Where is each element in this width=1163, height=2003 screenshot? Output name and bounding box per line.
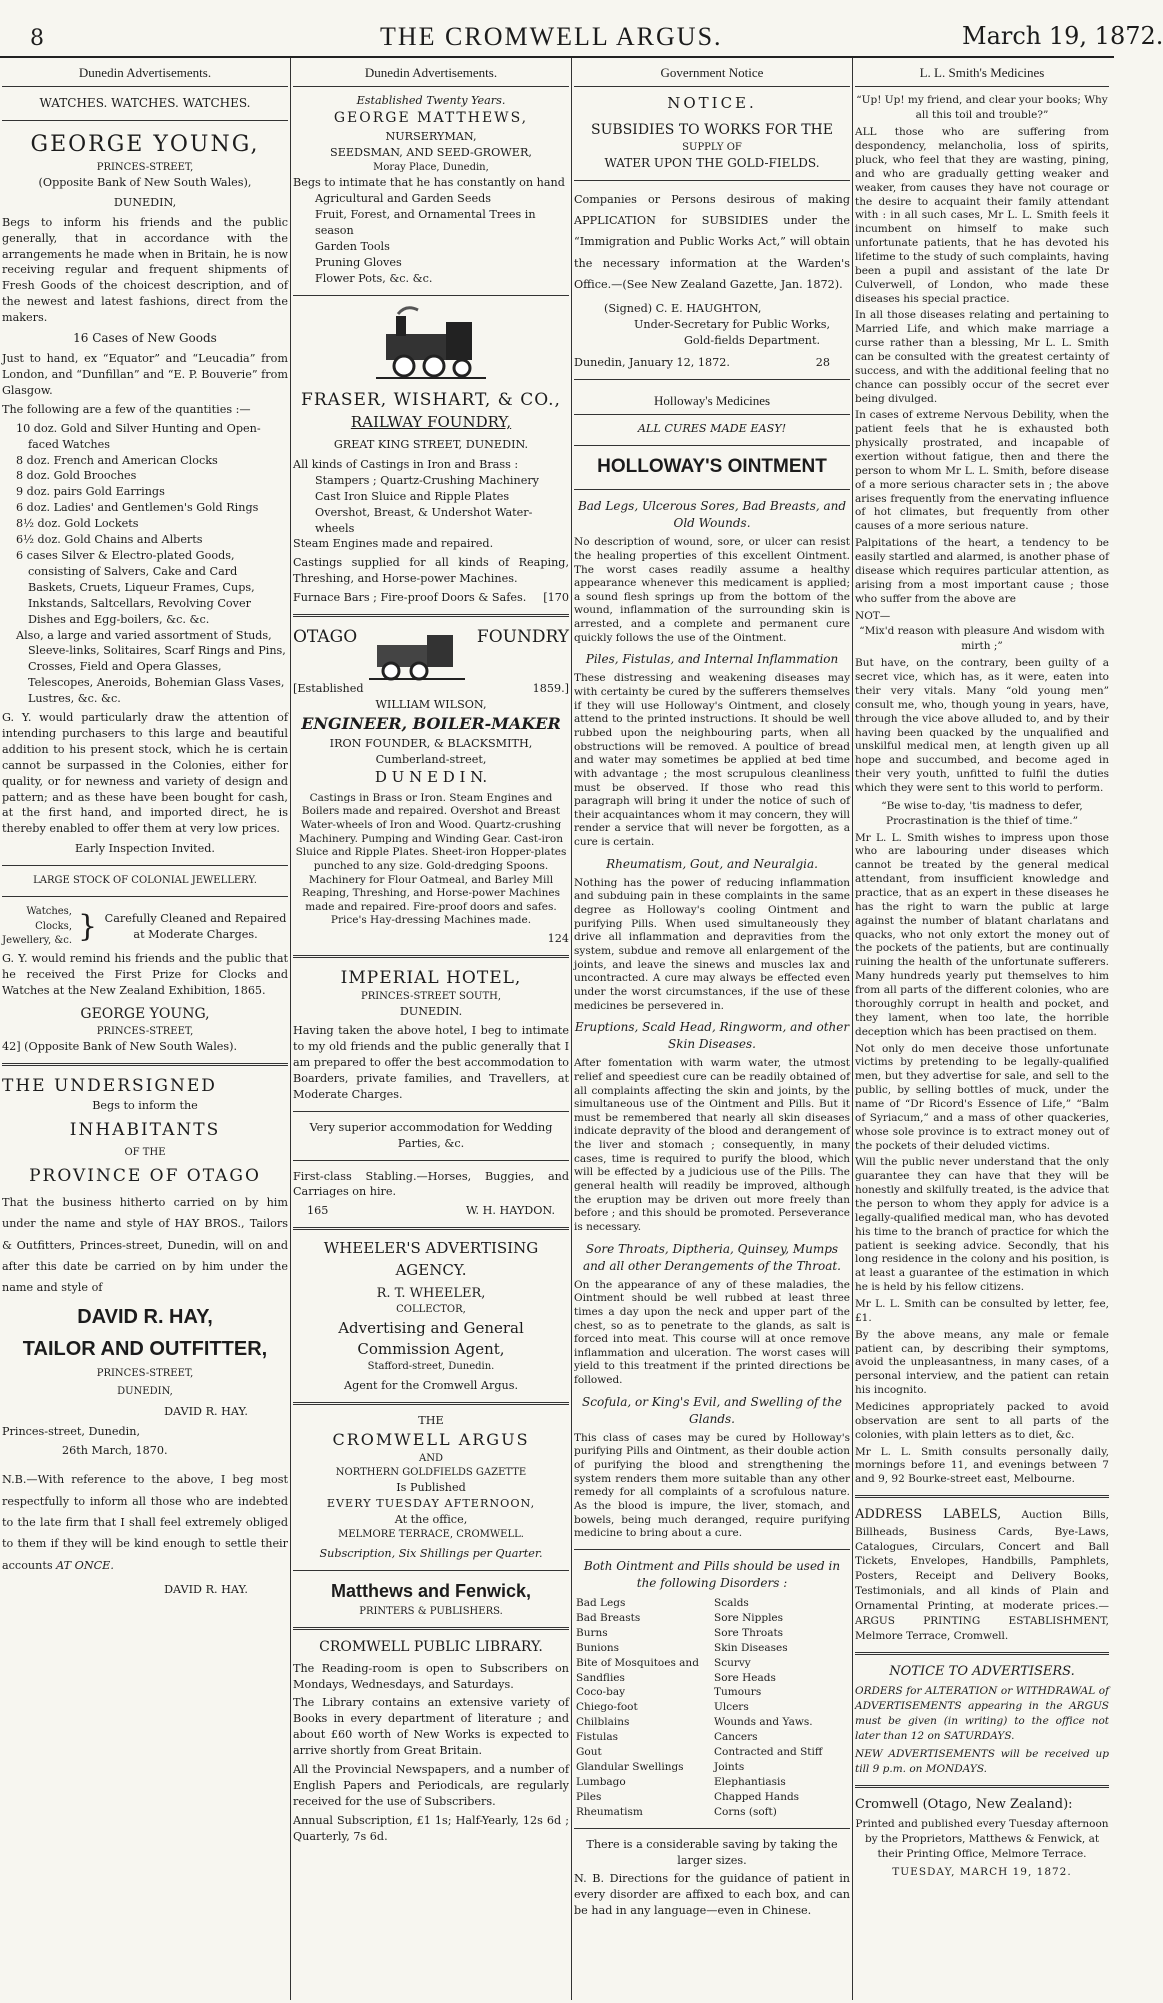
list-item: Lumbago [576, 1775, 626, 1788]
list-item: Contracted and Stiff Joints [714, 1746, 823, 1773]
list-item: Ulcers [714, 1701, 749, 1714]
ad-text: Very superior accommodation for Wedding Parties, &c. [309, 1120, 553, 1150]
trade: SEEDSMAN, AND SEED-GROWER, [330, 146, 532, 160]
ad-text: N. B. Directions for the guidance of patient in every disorder are affixed to each box, and can be had in any language—even in Chinese. [574, 1872, 850, 1918]
ad-text: Steam Engines made and repaired. [293, 537, 494, 551]
business-name: DAVID R. HAY, [77, 1305, 213, 1328]
ad-text: Is Published [396, 1481, 466, 1495]
quote: “Up! Up! my friend, and clear your books; Why all this toil and trouble?” [856, 94, 1108, 122]
ad-text: In all those diseases relating and pertaining to Married Life, and which make marriage a curse rather than a blessing, Mr L. L. Smith can be consulted with the greatest certainty of success, and with the additional feeling that no chance can possibly occur of the secret ever being divulged. [855, 309, 1109, 405]
list-item: Bite of Mosquitoes and Sandflies [576, 1656, 699, 1684]
advertiser-name: IMPERIAL HOTEL, [340, 968, 522, 989]
disorder-list-left [574, 1596, 712, 1820]
section-header: Dunedin Advertisements. [293, 60, 569, 87]
ad-text: Companies or Persons desirous of making APPLICATION for SUBSIDIES under the “Immigration and Public Works Act,” will obtain the necessary information at the Warden's Office.—(See New Zealand Gazette, Jan. 1872). [574, 192, 850, 291]
quote: “Be wise to-day, 'tis madness to defer, Procrastination is the thief of time.” [881, 799, 1083, 827]
ad-text: ORDERS for ALTERATION or WITHDRAWAL of ADVERTISEMENTS appearing in the ARGUS must be given (in writing) to the office not later than 12 on SATURDAYS. [855, 1685, 1109, 1743]
ad-text: But have, on the contrary, been guilty of a secret vice, which has, as it were, eaten into their very vitals. Many “old young men” consult me, who, though young in years, have, through the vice above alluded to, and by their having been quacked by the unqualified and unskilful medical men, at length given up all hope and succumbed, and become aged in their very youth, unfitted to fulfil the duties which they were sent to this world to perform. [855, 657, 1109, 794]
trade: NURSERYMAN, [385, 130, 477, 144]
subheading: 16 Cases of New Goods [73, 331, 217, 346]
list-item: Tumours [714, 1686, 762, 1699]
ad-text: SUPPLY OF [682, 141, 742, 153]
ad-text: NOT— [855, 610, 891, 623]
ad-text: By the above means, any male or female patient can, by describing their symptoms, avoid the unpleasantness, in many cases, of a personal interview, and the patient can retain his incognito. [855, 1328, 1109, 1397]
list-item: Flower Pots, &c. &c. [315, 271, 433, 285]
headline: CROMWELL PUBLIC LIBRARY. [319, 1638, 543, 1655]
advertiser-name: R. T. WHEELER, [376, 1285, 486, 1301]
ad-text: These distressing and weakening diseases may with certainty be cured by the sufferers themselves if they will use Holloway's Ointment, and closely attend to the printed instructions. It should be well rubbed upon the neighbouring parts, when all obstructions will be removed. A poultice of bread and water may sometimes be applied at bed time with advantage ; the most scrupulous cleanliness must be observed. If those who read this paragraph will bring it under the notice of such of their acquaintances whom it may concern, they will render a service that will never be forgotten, as a cure is certain. [574, 672, 850, 849]
address: Stafford-street, Dunedin. [367, 1361, 495, 1373]
street: PRINCES-STREET, [96, 1025, 194, 1037]
list-item: Overshot, Breast, & Undershot Water-wheels [315, 505, 533, 535]
list-item: Elephantiasis [714, 1775, 786, 1788]
section-subhead: Rheumatism, Gout, and Neuralgia. [606, 856, 818, 871]
headline: NOTICE TO ADVERTISERS. [889, 1663, 1075, 1679]
ad-number: 124 [547, 932, 569, 946]
section-header: Holloway's Medicines [574, 388, 850, 415]
section-subhead: Bad Legs, Ulcerous Sores, Bad Breasts, and Old Wounds. [577, 499, 847, 531]
trade: RAILWAY FOUNDRY, [350, 412, 512, 431]
ad-text: Begs to inform the [92, 1098, 198, 1112]
column-1 [2, 60, 288, 1998]
address: Princes-street, Dunedin, [2, 1424, 141, 1438]
ad-text: Having taken the above hotel, I beg to intimate to my old friends and the public generally that I am prepared to offer the best accommodation to Boarders, private families, and Travellers, at Moderate Charges. [293, 1024, 569, 1101]
ad-text: All the Provincial Newspapers, and a number of English Papers and Periodicals, are regularly received for the use of Subscribers. [293, 1763, 569, 1808]
imprint-date: TUESDAY, MARCH 19, 1872. [892, 1865, 1072, 1878]
headline: THE UNDERSIGNED [2, 1075, 217, 1096]
page-number: 8 [30, 26, 44, 51]
list-item: Garden Tools [315, 239, 390, 253]
list-item: Cancers [714, 1731, 758, 1744]
ad-text: Will the public never understand that the only guarantee they can have that they will be honestly and skilfully treated, is the advice that the person to whom they apply for advice is a legally-qualified medical man, who has devoted his time to the branch of practice for which the patient is seeking advice. Secondly, that his long residence in the colony and his position, is at least a guarantee of the estimation in which he is held by his fellow citizens. [855, 1156, 1109, 1294]
list-item: 10 doz. Gold and Silver Hunting and Open-faced Watches [16, 421, 261, 451]
quote: “Mix'd reason with pleasure And wisdom with mirth ;” [859, 625, 1105, 653]
masthead-rule [0, 56, 1114, 58]
ad-text: Castings supplied for all kinds of Reaping, Threshing, and Horse-power Machines. [293, 556, 569, 586]
ad-text: Castings in Brass or Iron. Steam Engines and Boilers made and repaired. Overshot and Breast Water-wheels of Iron and Wood. Quartz-crushing Machinery. Pumping and Winding Gear. Cast-iron Sluice and Ripple Plates. Sheet-iron Hopper-plates punched to any size. Gold-dredging Spoons. Machinery for Flour Oatmeal, and Barley Mill Reaping, Threshing, and Horse-power Machines made and repaired. Fire-proof doors and safes. Price's Hay-dressing Machines made. [295, 791, 567, 927]
ad-text: On the appearance of any of these maladies, the Ointment should be well rubbed at least three times a day upon the neck and upper part of the chest, so as to penetrate to the glands, as salt is forced into meat. This course will at once remove inflammation and ulceration. The worst cases will yield to this treatment if the printed directions be followed. [574, 1278, 850, 1387]
address: PRINCES-STREET SOUTH, [360, 991, 502, 1003]
column-2 [293, 60, 569, 1998]
list-item: Scalds [714, 1597, 749, 1610]
ad-text: G. Y. would remind his friends and the public that he received the First Prize for Clocks and Watches at the New Zealand Exhibition, 1865. [2, 951, 288, 997]
ad-number: 165 [307, 1204, 329, 1218]
date: 26th March, 1870. [62, 1444, 168, 1458]
issue-date: March 19, 1872. [962, 22, 1163, 50]
list-item: 6 doz. Ladies' and Gentlemen's Gold Rings [16, 501, 259, 515]
city: DUNEDIN. [399, 1005, 463, 1019]
list-item: Sore Nipples [714, 1611, 784, 1624]
ad-text: First-class Stabling.—Horses, Buggies, and Carriages on hire. [293, 1169, 569, 1199]
list-item: Stampers ; Quartz-Crushing Machinery [315, 473, 539, 487]
list-item: Fistulas [576, 1731, 619, 1744]
section-header: Government Notice [574, 60, 850, 87]
ad-text: The Reading-room is open to Subscribers on Mondays, Wednesdays, and Saturdays. [293, 1661, 569, 1691]
list-item: Chiego-foot [576, 1701, 638, 1714]
list-item: Wounds and Yaws. [714, 1716, 813, 1729]
list-item: Chilblains [576, 1716, 630, 1729]
section-subhead: Eruptions, Scald Head, Ringworm, and other Skin Diseases. [574, 1020, 850, 1052]
list-item: 6½ doz. Gold Chains and Alberts [16, 533, 203, 547]
list-item: Bunions [576, 1641, 620, 1654]
ad-text: Agent for the Cromwell Argus. [343, 1379, 519, 1393]
list-item: 8 doz. French and American Clocks [16, 453, 218, 467]
repair-items: Watches, Clocks, Jewellery, &c. [2, 906, 72, 946]
ad-text: Medicines appropriately packed to avoid observation are sent to all parts of the colonies, with plain letters as to diet, &c. [855, 1400, 1109, 1441]
ad-number: 28 [815, 355, 830, 369]
list-item: Bad Breasts [576, 1611, 641, 1624]
ad-text: Auction Bills, Billheads, Business Cards, Bye-Laws, Catalogues, Circulars, Concert and Ball Tickets, Envelopes, Handbills, Pamphlets, Posters, Receipt and Delivery Books, Testimonials, and all kinds of Plain and Ornamental Printing, at moderate prices.—ARGUS PRINTING ESTABLISHMENT, Melmore Terrace, Cromwell. [855, 1509, 1109, 1642]
imprint-text: Printed and published every Tuesday afternoon by the Proprietors, Matthews & Fenwick, at their Printing Office, Melmore Terrace. [855, 1818, 1109, 1860]
ad-text: No description of wound, sore, or ulcer can resist the healing properties of this excellent Ointment. The worst cases readily assume a healthy appearance whenever this medicament is applied; a sound flesh springs up from the bottom of the wound, inflammation of the surrounding skin is arrested, and a complete and permanent cure quickly follows the use of the Ointment. [574, 536, 850, 644]
trade: COLLECTOR, [396, 1304, 466, 1316]
address: MELMORE TERRACE, CROMWELL. [338, 1528, 524, 1540]
ad-text: ALL those who are suffering from despondency, melancholia, loss of spirits, pluck, who feel that they are wasting, pining, and who are gradually getting weaker and weaker, from causes they have not courage or the desire to acquaint their family attendant with : in all such cases, Mr L. L. Smith feels it incumbent on himself to make such unfortunate patients, that he has devoted his lifetime to the study of such complaints, having been a pupil and assistant of the late Dr Culverwell, of London, who made these diseases his special practice. [855, 126, 1109, 305]
list-item: Rheumatism [576, 1805, 643, 1818]
watches-banner: WATCHES. WATCHES. WATCHES. [39, 96, 251, 111]
disorder-table [574, 1596, 850, 1820]
list-item: 9 doz. pairs Gold Earrings [16, 485, 165, 499]
date: Dunedin, January 12, 1872. [574, 355, 730, 369]
headline: PROVINCE OF OTAGO [29, 1165, 261, 1186]
section-subhead: Scofula, or King's Evil, and Swelling of the Glands. [582, 1394, 842, 1426]
city: DUNEDIN, [113, 195, 177, 209]
ad-text: OF THE [124, 1146, 166, 1158]
publisher-name: Matthews and Fenwick, [330, 1581, 532, 1602]
column-divider [571, 58, 572, 2000]
headline: INHABITANTS [69, 1119, 221, 1140]
ad-text: After fomentation with warm water, the utmost relief and speediest cure can be readily obtained of all complaints affecting the skin and joints, by the simultaneous use of the Ointment and Pills. But it must be remembered that nearly all skin diseases indicate depravity of the blood and derangement of the liver and stomach ; consequently, in many cases, time is required to purify the blood, which will be effected by a judicious use of the Pills. The general health will readily be improved, although the eruption may be driven out more freely than before ; and this should be promoted. Perseverance is necessary. [574, 1057, 850, 1233]
ad-text: NEW ADVERTISEMENTS will be received up till 9 p.m. on MONDAYS. [855, 1747, 1109, 1775]
list-item: Corns (soft) [714, 1805, 777, 1818]
ad-text: Annual Subscription, £1 1s; Half-Yearly, 12s 6d ; Quarterly, 7s 6d. [293, 1813, 569, 1843]
ad-text: THE [418, 1414, 444, 1428]
ad-text: The Library contains an extensive variety of Books in every department of literature ; and about £60 worth of New Works is expected to arrive shortly from Great Britain. [293, 1696, 569, 1758]
list-item: Agricultural and Garden Seeds [315, 192, 491, 206]
trade: Advertising and General Commission Agent, [338, 1318, 524, 1358]
ad-text: All kinds of Castings in Iron and Brass : [293, 457, 519, 471]
newspaper-name: CROMWELL ARGUS [332, 1430, 530, 1450]
ad-text: 1859.] [532, 682, 569, 696]
subheading: Established Twenty Years. [356, 94, 506, 108]
signature: W. H. HAYDON. [465, 1204, 555, 1218]
ad-text: That the business hitherto carried on by him under the name and style of HAY BROS., Tailors & Outfitters, Princes-street, Dunedin, will on and after this date be carried on by him under the name and style of [2, 1196, 288, 1295]
advertiser-name: GEORGE MATTHEWS, [333, 110, 529, 127]
column-divider [290, 58, 291, 2000]
signature: DAVID R. HAY. [164, 1404, 248, 1418]
advertiser-name: GEORGE YOUNG, [30, 132, 260, 158]
list-item: Skin Diseases [714, 1641, 788, 1654]
street: PRINCES-STREET, [96, 1368, 194, 1380]
headline: HOLLOWAY'S OINTMENT [597, 456, 827, 478]
list-item: Burns [576, 1626, 608, 1639]
list-item: 8 doz. Gold Brooches [16, 469, 137, 483]
headline: FOUNDRY [476, 627, 569, 648]
subheading: ALL CURES MADE EASY! [637, 422, 787, 436]
list-item: Chapped Hands [714, 1790, 800, 1803]
section-header: Dunedin Advertisements. [2, 60, 288, 87]
ad-text: Not only do men deceive those unfortunate victims by pretending to be legally-qualified men, but they advertise for sale, and sell to the public, by selling bottles of muck, under the name of “Dr Ricord's Essence of Life,” “Balm of Syriacum,” and a mass of other quackeries, whose sole province is to extract money out of the pockets of their deluded victims. [855, 1042, 1109, 1152]
address: Cumberland-street, [375, 752, 487, 766]
trade: ENGINEER, BOILER-MAKER [301, 713, 561, 733]
imprint-title: Cromwell (Otago, New Zealand): [855, 1796, 1073, 1812]
list-item: Pruning Gloves [315, 255, 402, 269]
list-item: Piles [576, 1790, 602, 1803]
ad-text: AND [419, 1452, 443, 1464]
newspaper-name: NORTHERN GOLDFIELDS GAZETTE [335, 1467, 527, 1479]
column-divider [852, 58, 853, 2000]
headline: OTAGO [293, 627, 358, 648]
list-item: Sore Heads [714, 1671, 776, 1684]
address-note: (Opposite Bank of New South Wales). [24, 1039, 238, 1053]
section-subhead: Both Ointment and Pills should be used in the following Disorders : [583, 1558, 841, 1590]
ad-text: Begs to intimate that he has constantly on hand [293, 176, 565, 190]
headline: SUBSIDIES TO WORKS FOR THE [591, 121, 833, 138]
department: Gold-fields Department. [684, 334, 821, 348]
list-item: Gout [576, 1746, 602, 1759]
address-note: (Opposite Bank of New South Wales), [38, 175, 252, 189]
ad-text: Furnace Bars ; Fire-proof Doors & Safes. [293, 591, 527, 605]
list-item: Also, a large and varied assortment of Studs, Sleeve-links, Solitaires, Scarf Rings and Pins, Crosses, Field and Opera Glasses, Telescopes, Aneroids, Bohemian Glass Vases, Lustres, &c. &c. [16, 628, 286, 706]
ad-text: N.B.—With reference to the above, I beg most respectfully to inform all those who are indebted to the late firm that I shall feel extremely obliged to them if they will be kind enough to settle their accounts [2, 1473, 288, 1572]
signature: GEORGE YOUNG, [80, 1005, 210, 1022]
list-item: Fruit, Forest, and Ornamental Trees in season [315, 208, 536, 237]
list-item: 6 cases Silver & Electro-plated Goods, consisting of Salvers, Cake and Card Baskets, Cruets, Liqueur Frames, Cups, Inkstands, Saltcellars, Revolving Cover Dishes and Egg-boilers, &c. &c. [16, 548, 255, 626]
list-item: Cast Iron Sluice and Ripple Plates [315, 489, 510, 503]
role: Under-Secretary for Public Works, [634, 318, 831, 332]
ad-text: Mr L. L. Smith wishes to impress upon those who are labouring under diseases which cannot be treated by the general medical attendant, from insufficient knowledge and practice, that as an expert in these diseases he has the right to warn the public at large against the number of blatant charlatans and quacks, who not only extort the money out of the pockets of the patients, but are continually ruining the health of the unfortunate sufferers. Many hundreds yearly put themselves to him from all parts of the different colonies, who are thoroughly corrupt in health and pocket, and they lament, when too late, the horrible deception which has been practised on them. [855, 831, 1109, 1038]
ad-text: Palpitations of the heart, a tendency to be easily startled and alarmed, is another phase of disease which requires particular attention, as arising from a most important cause ; those who suffer from the above are [855, 537, 1110, 605]
advertiser-name: WILLIAM WILSON, [375, 697, 487, 711]
newspaper-title: THE CROMWELL ARGUS. [380, 22, 723, 51]
address: GREAT KING STREET, DUNEDIN. [333, 438, 529, 451]
list-item: Glandular Swellings [576, 1760, 684, 1773]
business-trade: TAILOR AND OUTFITTER, [22, 1337, 268, 1360]
engine-engraving [369, 625, 465, 681]
street: PRINCES-STREET, [96, 161, 194, 173]
list-item: Scurvy [714, 1656, 751, 1669]
ad-text: Begs to inform his friends and the public generally, that in accordance with the arrangements he made when in Britain, he is now receiving regular and frequent shipments of Fresh Goods of the choicest description, and of the newest and latest fashions, direct from the makers. [2, 215, 288, 325]
list-item: 8½ doz. Gold Lockets [16, 517, 139, 531]
ad-text: In cases of extreme Nervous Debility, when the patient feels that he is exhausted both physically prostrated, and incapable of exertion without fatigue, then and there the person to whom Mr L. L. Smith, before disease of a more serious character sets in ; the above arises frequently from the enervating influence of hot climates, but frequently from other causes of a more serious nature. [855, 409, 1109, 533]
ad-text: Subscription, Six Shillings per Quarter. [319, 1547, 543, 1561]
ad-text: At the office, [394, 1513, 468, 1527]
ad-text: G. Y. would particularly draw the attention of intending purchasers to this large and beautiful addition to his present stock, which he is certain cannot be surpassed in the Colonies, either for quality, or for newness and variety of design and pattern; and as these have been bought for cash, at the first hand, and imported direct, he is thereby enabled to offer them at very low prices. [2, 711, 288, 836]
city: D U N E D I N. [374, 768, 488, 787]
signature: DAVID R. HAY. [164, 1582, 248, 1596]
headline: ADDRESS LABELS, [855, 1507, 1002, 1523]
subheading: LARGE STOCK OF COLONIAL JEWELLERY. [33, 875, 257, 887]
ad-number: [170 [543, 591, 569, 605]
column-3 [574, 60, 850, 1998]
ad-text: There is a considerable saving by taking the larger sizes. [586, 1837, 838, 1867]
section-header: L. L. Smith's Medicines [855, 60, 1109, 87]
ad-text: Mr L. L. Smith consults personally daily, mornings before 11, and evenings between 7 and 9, 92 Bourke-street east, Melbourne. [855, 1445, 1109, 1486]
ad-text: This class of cases may be cured by Holloway's purifying Pills and Ointment, as their double action of purifying the blood and strengthening the system renders them more suitable than any other remedy for all complaints of a scrofulous nature. As the blood is impure, the liver, stomach, and bowels, being much deranged, require purifying medicine to bring about a cure. [574, 1431, 850, 1540]
advertiser-name: FRASER, WISHART, & CO., [301, 389, 561, 410]
masthead [0, 0, 1163, 51]
ad-text: Nothing has the power of reducing inflammation and subduing pain in these complaints in the same degree as Holloway's cooling Ointment and purifying Pills. When used simultaneously they drive all inflammation and depravities from the system, subdue and remove all enlargement of the joints, and leave the sinews and muscles lax and uncontracted. A cure may always be effected even under the worst circumstances, if the use of these medicines be persevered in. [574, 876, 850, 1012]
ad-text: Early Inspection Invited. [75, 842, 215, 856]
section-subhead: Sore Throats, Diptheria, Quinsey, Mumps and all other Derangements of the Throat. [582, 1241, 841, 1273]
list-item: Bad Legs [576, 1597, 626, 1610]
section-subhead: Piles, Fistulas, and Internal Inflammation [585, 652, 839, 667]
trade: PRINTERS & PUBLISHERS. [359, 1605, 503, 1617]
ad-text: Mr L. L. Smith can be consulted by letter, fee, £1. [855, 1297, 1109, 1324]
headline: WATER UPON THE GOLD-FIELDS. [604, 155, 820, 170]
repair-text: Carefully Cleaned and Repaired at Moderate Charges. [104, 911, 287, 941]
disorder-list-right [712, 1596, 850, 1820]
headline: NOTICE. [667, 94, 757, 113]
address: Moray Place, Dunedin, [373, 162, 489, 174]
column-4 [855, 60, 1109, 1998]
ad-text: AT ONCE. [56, 1558, 114, 1572]
advertiser-name: WHEELER'S ADVERTISING AGENCY. [323, 1239, 539, 1279]
city: DUNEDIN, [117, 1386, 173, 1398]
repair-notice: Watches, Clocks, Jewellery, &c. } Carefully Cleaned and Repaired at Moderate Charges. [2, 905, 288, 948]
list-item: Coco-bay [576, 1686, 626, 1699]
ad-text: EVERY TUESDAY AFTERNOON, [326, 1497, 536, 1511]
locomotive-engraving [376, 304, 486, 382]
signature: (Signed) C. E. HAUGHTON, [604, 302, 762, 316]
ad-text: The following are a few of the quantities :— [2, 402, 251, 416]
list-item: Sore Throats [714, 1626, 784, 1639]
trade: IRON FOUNDER, & BLACKSMITH, [329, 736, 533, 750]
ad-text: Just to hand, ex “Equator” and “Leucadia” from London, and “Dunfillan” and “E. P. Bouverie” from Glasgow. [2, 352, 288, 397]
ad-number: 42] [2, 1039, 21, 1053]
ad-text: [Established [293, 682, 364, 696]
